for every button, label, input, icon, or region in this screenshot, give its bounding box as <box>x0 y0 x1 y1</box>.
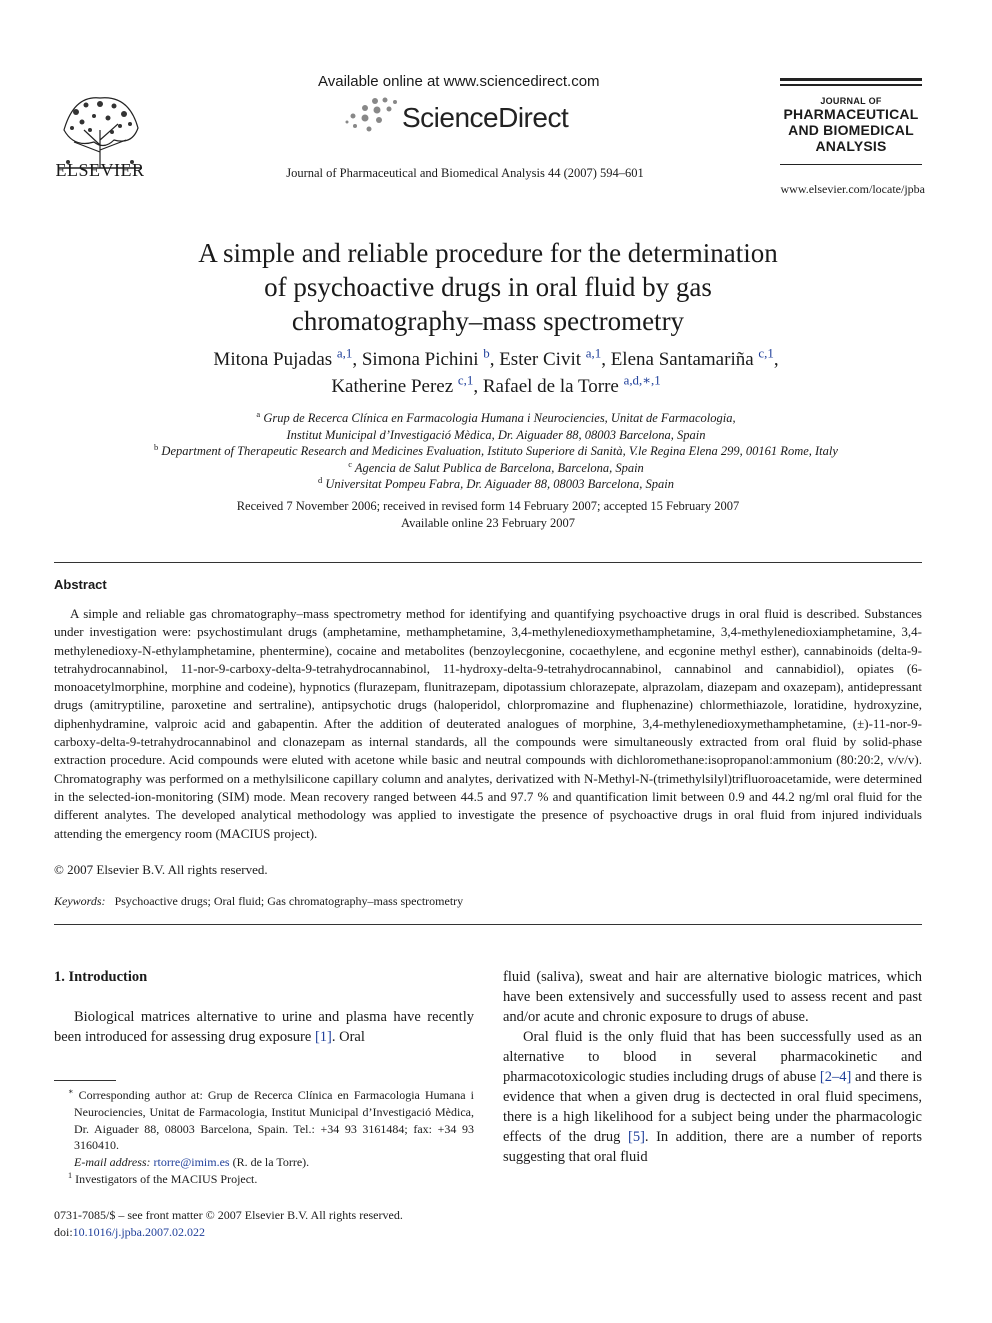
investigators-note: Investigators of the MACIUS Project. <box>75 1171 258 1186</box>
footnotes <box>54 1087 474 1188</box>
author-name: Rafael de la Torre <box>482 376 619 397</box>
journal-logo-line: ANALYSIS <box>815 137 887 154</box>
journal-logo <box>780 78 922 168</box>
journal-logo-line: AND BIOMEDICAL <box>788 121 914 138</box>
journal-citation: Journal of Pharmaceutical and Biomedical Analysis 44 (2007) 594–601 <box>286 166 644 180</box>
author-affiliation-link[interactable]: b <box>483 345 490 361</box>
paragraph-text: . In addition, there are a number of reports suggesting that oral fluid <box>503 1129 923 1165</box>
online-date: Available online 23 February 2007 <box>400 516 576 530</box>
logo-rule <box>780 84 922 86</box>
section-heading: 1. Introduction <box>54 969 148 985</box>
logo-rule <box>780 78 922 81</box>
reference-link[interactable]: [1] <box>314 1029 332 1045</box>
doi-label: doi: <box>54 1225 73 1239</box>
right-column <box>503 967 922 1167</box>
affiliation-text: Universitat Pompeu Fabra, Dr. Aiguader 88, 08003 Barcelona, Spain <box>325 477 674 491</box>
doi-link[interactable]: 10.1016/j.jpba.2007.02.022 <box>72 1225 205 1239</box>
affiliations <box>90 410 902 493</box>
body-paragraph <box>503 1027 922 1167</box>
divider <box>54 924 922 925</box>
sciencedirect-dots-icon <box>345 96 401 136</box>
abstract-text <box>54 605 922 843</box>
paragraph-text: . Oral <box>331 1029 365 1045</box>
front-matter <box>54 1207 474 1241</box>
affiliation-mark: c <box>348 458 352 469</box>
received-dates: Received 7 November 2006; received in revised form 14 February 2007; accepted 15 February 2007 <box>236 499 740 513</box>
author-name: Simona Pichini <box>361 349 479 370</box>
paragraph-text: Oral fluid is the only fluid that has been successfully used as an alternative to blood in several pharmacokinetic and pharmacotoxicologic studies including drugs of abuse <box>503 1029 922 1085</box>
publisher-name: ELSEVIER <box>55 160 145 180</box>
reference-link[interactable]: [2–4] <box>819 1069 852 1085</box>
author-affiliation-link[interactable]: a,d,∗,1 <box>623 372 661 388</box>
left-column <box>54 967 474 1047</box>
affiliation-mark: a <box>256 408 261 419</box>
author-affiliation-link[interactable]: a,1 <box>336 345 353 361</box>
paper-title <box>100 236 876 338</box>
abstract-heading: Abstract <box>54 577 107 592</box>
paragraph-text: and there is evidence that when a given drug is dectected in oral fluid specimens, there is a high likelihood for a subject being under the pharmacologic effects of the drug <box>503 1069 923 1145</box>
email-link[interactable]: rtorre@imim.es <box>153 1155 230 1170</box>
corresponding-author-note: Corresponding author at: Grup de Recerca Clínica en Farmacologia Humana i Neurociencies, Unitat de Farmacologia, Institut Municipal d’Investigació Mèdica, Dr. Aiguader 88, 08003 Barcelona, Spain. Tel.: +34 93 3161484; fax: +34 93 3160410. <box>74 1088 475 1153</box>
affiliation-text: Agencia de Salut Publica de Barcelona, Barcelona, Spain <box>354 460 644 475</box>
divider <box>54 562 922 563</box>
author-name: Elena Santamariña <box>610 349 754 370</box>
logo-rule <box>780 164 922 166</box>
journal-logo-line: PHARMACEUTICAL <box>783 105 919 122</box>
affiliation-mark: b <box>154 441 159 452</box>
abstract-paragraph: A simple and reliable gas chromatography–mass spectrometry method for identifying and quantifying psychoactive drugs in oral fluid is described. Substances under investigation were: psychostimulant drugs (amphetamine, methamphetamine, 3,4-methylenedioxymethamphetamine, 3,4-methylenedioxiamphetamine, 3,4-methylenedioxy-N-ethylamphetamine, phentermine), cocaine and metabolites (benzoylecgonine, cocaethylene, and ecgonine methyl esther), cannabinoids (delta-9-tetrahydrocannabinol, 11-nor-9-carboxy-delta-9-tetrahydrocannabinol, 11-hydroxy-delta-9-tetrahydrocannabinol, cannabinol and cannabidiol), opiates (6-monoacetylmorphine, morphine and codeine), hypnotics (flurazepam, flunitrazepam, dipotassium chlorazepate, alprazolam, diazepam and oxazepam), antidepressant drugs (amitryptiline, paroxetine and sertraline), antipsychotic drugs (haloperidol, chlorpromazine and fluphenazine) chlormethiazole, loratidine, hydroxyzine, diphenhydramine, valproic acid and gabapentin. After the addition of deuterated analogues of morphine, 3,4-methylenedioxymethamphetamine, (±)-11-nor-9-carboxy-delta-9-tetrahydrocannabinol and clonazepam as internal standards, all the compounds were simultaneously extracted from oral fluid by solid-phase extraction procedure. Acid compounds were eluted with acetone while basic and neutral compounds with dichloromethane:isopropanol:ammonium (80:20:2, v/v/v). Chromatography was performed on a methylsilicone capillary column and analytes, derivatized with N-Methyl-N-(trimethylsilyl)trifluoroacetamide, were determined in the selected-ion-monitoring (SIM) mode. Mean recovery ranged between 44.5 and 97.7 % and quantification limit between 0.9 and 44.2 ng/ml oral fluid for the different analytes. The developed analytical methodology was applied to investigate the presence of psychoactive drugs in oral fluid from injured individuals attending the emergency room (MACIUS project). <box>54 606 922 841</box>
paragraph-text: Biological matrices alternative to urine and plasma have recently been introduced for assessing drug exposure <box>54 1009 474 1045</box>
author-name: Katherine Perez <box>331 376 454 397</box>
article-dates <box>150 498 826 532</box>
author-affiliation-link[interactable]: a,1 <box>585 345 602 361</box>
title-line: of psychoactive drugs in oral fluid by gas <box>264 272 712 302</box>
author-affiliation-link[interactable]: c,1 <box>457 372 474 388</box>
author-name: Mitona Pujadas <box>213 349 333 370</box>
footnote-mark: 1 <box>68 1170 73 1180</box>
title-line: chromatography–mass spectrometry <box>291 306 685 336</box>
body-paragraph: fluid (saliva), sweat and hair are alternative biologic matrices, which have been extensively and successfully used to assess recent and past and/or acute and chronic exposure to drugs of abuse. <box>503 969 922 1025</box>
footnote-rule <box>54 1080 116 1081</box>
email-label: E-mail address: <box>74 1155 151 1170</box>
email-owner: (R. de la Torre). <box>232 1155 310 1170</box>
affiliation-text: Institut Municipal d’Investigació Mèdica, Dr. Aiguader 88, 08003 Barcelona, Spain <box>286 427 706 442</box>
keywords <box>54 894 922 909</box>
issn-line: 0731-7085/$ – see front matter © 2007 Elsevier B.V. All rights reserved. <box>54 1208 403 1222</box>
footnote-mark: ∗ <box>68 1087 74 1096</box>
available-online-text: Available online at www.sciencedirect.com <box>318 73 600 90</box>
author-name: Ester Civit <box>499 349 582 370</box>
author-list: Mitona Pujadas $^{a,1}$, Simona Pichini $^b$, Ester Civit $^{a,1}$, Elena Santamariña $^{c,1}$, Katherine Perez $^{c,1}$, Rafael de la Torre $^{a,d,∗,1}$ <box>213 345 779 397</box>
affiliation-text: Grup de Recerca Clínica en Farmacologia Humana i Neurociencies, Unitat de Farmacologia, <box>263 411 736 425</box>
journal-logo-small: JOURNAL OF <box>820 95 882 106</box>
sciencedirect-wordmark: ScienceDirect <box>402 102 569 133</box>
author-affiliation-link[interactable]: c,1 <box>758 345 774 361</box>
reference-link[interactable]: [5] <box>628 1129 645 1145</box>
journal-url[interactable]: www.elsevier.com/locate/jpba <box>780 182 925 196</box>
keywords-label: Keywords: <box>54 894 106 908</box>
body-paragraph <box>54 1007 474 1047</box>
affiliation-mark: d <box>318 474 323 485</box>
keywords-text: Psychoactive drugs; Oral fluid; Gas chromatography–mass spectrometry <box>114 894 464 908</box>
affiliation-text: Department of Therapeutic Research and Medicines Evaluation, Istituto Superiore di Sanità, V.le Regina Elena 299, 00161 Rome, Italy <box>161 444 838 458</box>
title-line: A simple and reliable procedure for the determination <box>198 238 778 268</box>
copyright-notice: © 2007 Elsevier B.V. All rights reserved. <box>54 862 268 877</box>
